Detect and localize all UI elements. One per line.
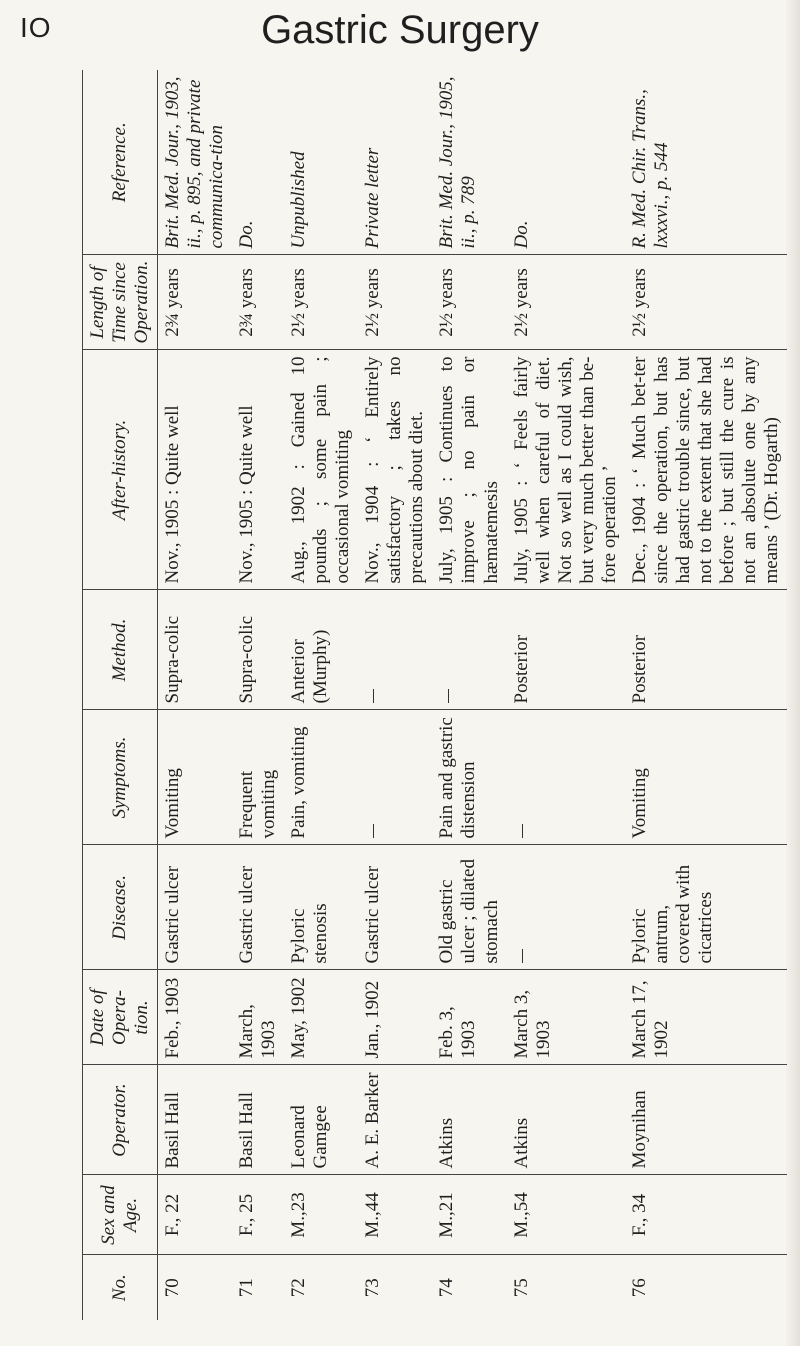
rotated-table (82, 70, 782, 1320)
cell-reference: Unpublished (284, 70, 358, 255)
empty-dash (448, 690, 449, 704)
cell-method: Anterior (Murphy) (284, 590, 358, 710)
cell-no: 74 (436, 1278, 458, 1298)
empty-dash (373, 825, 374, 839)
header-operator: Operator. (83, 1065, 158, 1175)
cell-disease: Gastric ulcer (358, 845, 432, 970)
cell-date: March 17, 1902 (625, 970, 787, 1065)
cell-method: Posterior (507, 590, 625, 710)
cell-after-history: Aug., 1902 : Gained 10 pounds ; some pain ; occasional vomiting (284, 350, 358, 590)
cell-date: Jan., 1902 (358, 970, 432, 1065)
cell-reference: Do. (507, 70, 625, 255)
cell-length: 2½ years (507, 255, 625, 350)
cell-reference: Do. (232, 70, 284, 255)
cell-reference: Private letter (358, 70, 432, 255)
cell-date: Feb., 1903 (158, 970, 233, 1065)
header-reference: Reference. (83, 70, 158, 255)
cell-after-history: Nov., 1905 : Quite well (232, 350, 284, 590)
cell-after-history: July, 1905 : Continues to improve ; no pain or hæmatemesis (432, 350, 506, 590)
cell-after-history: Nov., 1905 : Quite well (158, 350, 233, 590)
header-no: No. (83, 1255, 158, 1320)
cell-operator: Moynihan (625, 1065, 787, 1175)
cell-reference: R. Med. Chir. Trans., lxxxvi., p. 544 (625, 70, 787, 255)
cell-no: 72 (288, 1278, 310, 1298)
cell-method (358, 590, 432, 710)
empty-dash (522, 825, 523, 839)
cell-after-history: Nov., 1904 : ‘ Entirely satisfactory ; takes no precautions about diet. (358, 350, 432, 590)
cell-reference: Brit. Med. Jour., 1903, ii., p. 895, and private communica-tion (158, 70, 233, 255)
cell-operator: Atkins (507, 1065, 625, 1175)
cell-symptoms: Vomiting (625, 710, 787, 845)
table-row (232, 70, 284, 1320)
table-row (158, 70, 233, 1320)
table-row (284, 70, 358, 1320)
cell-sex-age: M.,54 (507, 1175, 625, 1255)
header-row (83, 70, 158, 1320)
header-after-history: After-history. (83, 350, 158, 590)
cell-disease: Pyloric stenosis (284, 845, 358, 970)
cell-symptoms (507, 710, 625, 845)
header-symptoms: Symptoms. (83, 710, 158, 845)
cell-sex-age: M.,21 (432, 1175, 506, 1255)
cell-symptoms: Pain and gastric distension (432, 710, 506, 845)
cell-date: May, 1902 (284, 970, 358, 1065)
page-edge (786, 0, 800, 1346)
cell-length: 2¾ years (158, 255, 233, 350)
table-row (432, 70, 506, 1320)
empty-dash (522, 950, 523, 964)
header-disease: Disease. (83, 845, 158, 970)
page-number: IO (20, 12, 52, 43)
cell-disease: Gastric ulcer (232, 845, 284, 970)
cell-length: 2¾ years (232, 255, 284, 350)
cell-date: March 3, 1903 (507, 970, 625, 1065)
cell-sex-age: F., 34 (625, 1175, 787, 1255)
cell-date: March, 1903 (232, 970, 284, 1065)
cell-disease: Gastric ulcer (158, 845, 233, 970)
cell-method (432, 590, 506, 710)
cell-symptoms (358, 710, 432, 845)
header-method: Method. (83, 590, 158, 710)
cell-date: Feb. 3, 1903 (432, 970, 506, 1065)
cell-operator: Atkins (432, 1065, 506, 1175)
cell-disease (507, 845, 625, 970)
table-row (625, 70, 787, 1320)
cell-length: 2½ years (358, 255, 432, 350)
cell-after-history: Dec., 1904 : ‘ Much bet-ter since the operation, but has had gastric trouble since, but not to the extent that she had before ; but still the cure is not an absolute one by any means ’ (Dr. Hogarth) (625, 350, 787, 590)
cell-operator: Leonard Gamgee (284, 1065, 358, 1175)
cell-symptoms: Pain, vomiting (284, 710, 358, 845)
cell-operator: Basil Hall (158, 1065, 233, 1175)
table-row (358, 70, 432, 1320)
cell-length: 2½ years (625, 255, 787, 350)
header-date: Date of Opera-tion. (83, 970, 158, 1065)
cell-symptoms: Frequent vomiting (232, 710, 284, 845)
page-title: Gastric Surgery (261, 8, 539, 52)
table-container (82, 70, 782, 1320)
header-length: Length of Time since Operation. (83, 255, 158, 350)
cell-operator: Basil Hall (232, 1065, 284, 1175)
cell-length: 2½ years (432, 255, 506, 350)
table-row (507, 70, 625, 1320)
cell-symptoms: Vomiting (158, 710, 233, 845)
cell-sex-age: M.,23 (284, 1175, 358, 1255)
cell-no: 76 (628, 1278, 650, 1298)
cell-operator: A. E. Barker (358, 1065, 432, 1175)
empty-dash (373, 690, 374, 704)
cell-disease: Old gastric ulcer ; dilated stomach (432, 845, 506, 970)
cell-no: 73 (362, 1278, 384, 1298)
cell-length: 2½ years (284, 255, 358, 350)
cell-no: 70 (162, 1278, 184, 1298)
cell-sex-age: M.,44 (358, 1175, 432, 1255)
cell-no: 75 (510, 1278, 532, 1298)
cell-method: Posterior (625, 590, 787, 710)
cell-method: Supra-colic (232, 590, 284, 710)
cell-sex-age: F., 22 (158, 1175, 233, 1255)
cell-no: 71 (236, 1278, 258, 1298)
cell-sex-age: F., 25 (232, 1175, 284, 1255)
header-sex-age: Sex and Age. (83, 1175, 158, 1255)
cell-method: Supra-colic (158, 590, 233, 710)
cell-after-history: July, 1905 : ‘ Feels fairly well when careful of diet. Not so well as I could wish, but very much better than be-fore operation ’ (507, 350, 625, 590)
case-table (82, 70, 787, 1320)
cell-reference: Brit. Med. Jour., 1905, ii., p. 789 (432, 70, 506, 255)
cell-disease: Pyloric antrum, covered with cicatrices (625, 845, 787, 970)
